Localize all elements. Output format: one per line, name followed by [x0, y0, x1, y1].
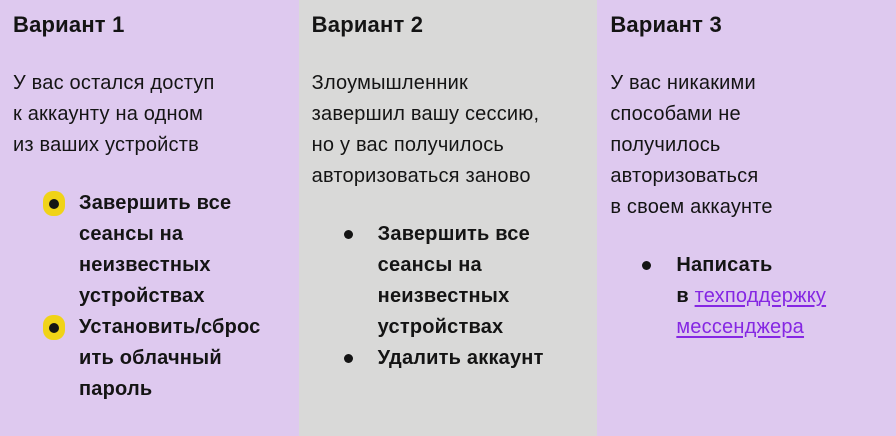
- highlighted-bullet-icon: [43, 191, 65, 216]
- bullet-dot: [642, 261, 651, 270]
- intro-paragraph: У вас никакими способами не получилось авторизоваться в своем аккаунте: [610, 72, 773, 218]
- highlighted-bullet-icon: [43, 315, 65, 340]
- bullet-dot: [49, 199, 59, 209]
- bullet-item: [312, 343, 586, 374]
- bullet-item: [610, 250, 884, 343]
- bullet-text-run: Написать: [676, 254, 773, 276]
- column-variant-1: [0, 0, 299, 436]
- bullet-text: Установить/сброс ить облачный пароль: [79, 316, 261, 400]
- bullet-text: [676, 254, 826, 338]
- intro-paragraph: Злоумышленник завершил вашу сессию, но у вас получилось авторизоваться заново: [311, 72, 540, 187]
- bullet-item: [13, 312, 287, 405]
- bullet-dot-icon: [642, 261, 651, 270]
- column-title: Вариант 2: [311, 12, 424, 37]
- bullet-text-run: в: [676, 285, 695, 307]
- bullet-text: Завершить все сеансы на неизвестных устройствах: [377, 223, 530, 338]
- intro-paragraph: У вас остался доступ к аккаунту на одном из ваших устройств: [13, 72, 215, 156]
- column-variant-3: [597, 0, 896, 436]
- bullet-item: [13, 188, 287, 312]
- bullet-dot: [344, 230, 353, 239]
- bullet-text: Завершить все сеансы на неизвестных устройствах: [79, 192, 232, 307]
- bullet-dot: [49, 323, 59, 333]
- column-variant-2: [299, 0, 598, 436]
- bullet-item: [312, 219, 586, 343]
- bullet-list: [312, 219, 586, 374]
- column-title: Вариант 1: [13, 12, 125, 37]
- bullet-dot-icon: [344, 354, 353, 363]
- bullet-list: [13, 188, 287, 405]
- bullet-dot: [344, 354, 353, 363]
- bullet-dot-icon: [344, 230, 353, 239]
- column-title: Вариант 3: [610, 12, 722, 37]
- support-link[interactable]: техподдержку мессенджера: [676, 285, 827, 338]
- bullet-text: Удалить аккаунт: [377, 347, 544, 369]
- bullet-list: [610, 250, 884, 343]
